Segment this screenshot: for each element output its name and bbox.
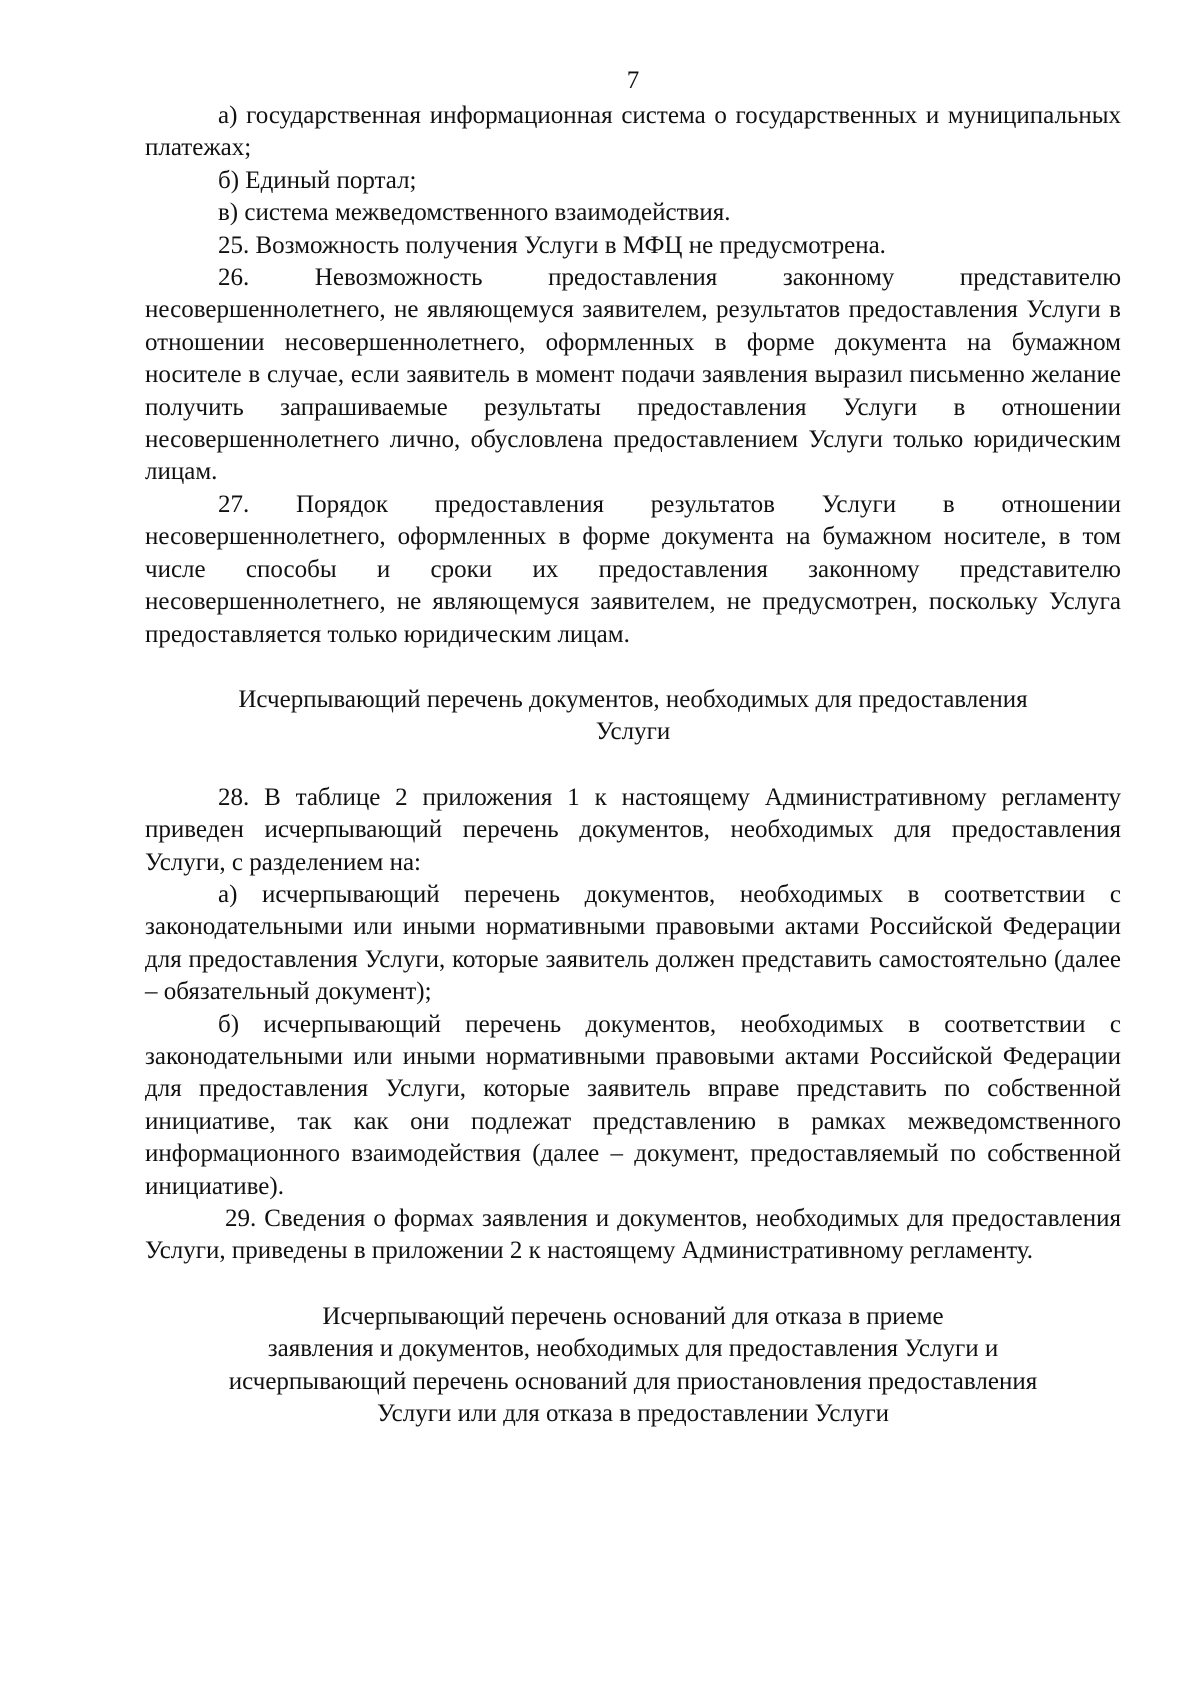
paragraph-24b: б) Единый портал; xyxy=(218,166,417,194)
paragraph-24a: а) государственная информационная система о государственных и муниципальных платежах; xyxy=(145,102,1121,162)
paragraph-24c: в) система межведомственного взаимодействия. xyxy=(218,199,731,227)
heading-line: исчерпывающий перечень оснований для приостановления предоставления xyxy=(228,1367,1038,1395)
heading-line: заявления и документов, необходимых для предоставления Услуги и xyxy=(267,1335,999,1363)
section-heading-documents xyxy=(145,684,1121,749)
section-heading-refusal-grounds xyxy=(145,1301,1121,1431)
heading-line: Услуги xyxy=(595,718,671,746)
heading-line: Исчерпывающий перечень документов, необходимых для предоставления xyxy=(238,685,1028,713)
paragraph-26: 26. Невозможность предоставления законному представителю несовершеннолетнего, не являющемуся заявителем, результатов предоставления Услуги в отношении несовершеннолетнего, оформленных в форме документа на бумажном носителе в случае, если заявитель в момент подачи заявления выразил письменно желание получить запрашиваемые результаты предоставления Услуги в отношении несовершеннолетнего лично, обусловлена предоставлением Услуги только юридическим лицам. xyxy=(145,264,1121,486)
paragraph-28: 28. В таблице 2 приложения 1 к настоящему Административному регламенту приведен исчерпывающий перечень документов, необходимых для предоставления Услуги, с разделением на: xyxy=(145,783,1121,876)
paragraph-28a: а) исчерпывающий перечень документов, необходимых в соответствии с законодательными или иными нормативными правовыми актами Российской Федерации для предоставления Услуги, которые заявитель должен представить самостоятельно (далее – обязательный документ); xyxy=(145,880,1121,1006)
paragraph-28b: б) исчерпывающий перечень документов, необходимых в соответствии с законодательными или иными нормативными правовыми актами Российской Федерации для предоставления Услуги, которые заявитель вправе представить по собственной инициативе, так как они подлежат представлению в рамках межведомственного информационного взаимодействия (далее – документ, предоставляемый по собственной инициативе). xyxy=(145,1010,1121,1200)
page-number: 7 xyxy=(626,67,640,94)
heading-line: Исчерпывающий перечень оснований для отказа в приеме xyxy=(322,1302,944,1330)
paragraph-29: 29. Сведения о формах заявления и документов, необходимых для предоставления Услуги, приведены в приложении 2 к настоящему Административному регламенту. xyxy=(145,1205,1121,1265)
document-page xyxy=(145,66,1121,1430)
heading-line: Услуги или для отказа в предоставлении Услуги xyxy=(376,1400,890,1428)
paragraph-27: 27. Порядок предоставления результатов Услуги в отношении несовершеннолетнего, оформленных в форме документа на бумажном носителе, в том числе способы и сроки их предоставления законному представителю несовершеннолетнего, не являющемуся заявителем, не предусмотрен, поскольку Услуга предоставляется только юридическим лицам. xyxy=(145,490,1121,648)
paragraph-25: 25. Возможность получения Услуги в МФЦ не предусмотрена. xyxy=(218,231,886,259)
